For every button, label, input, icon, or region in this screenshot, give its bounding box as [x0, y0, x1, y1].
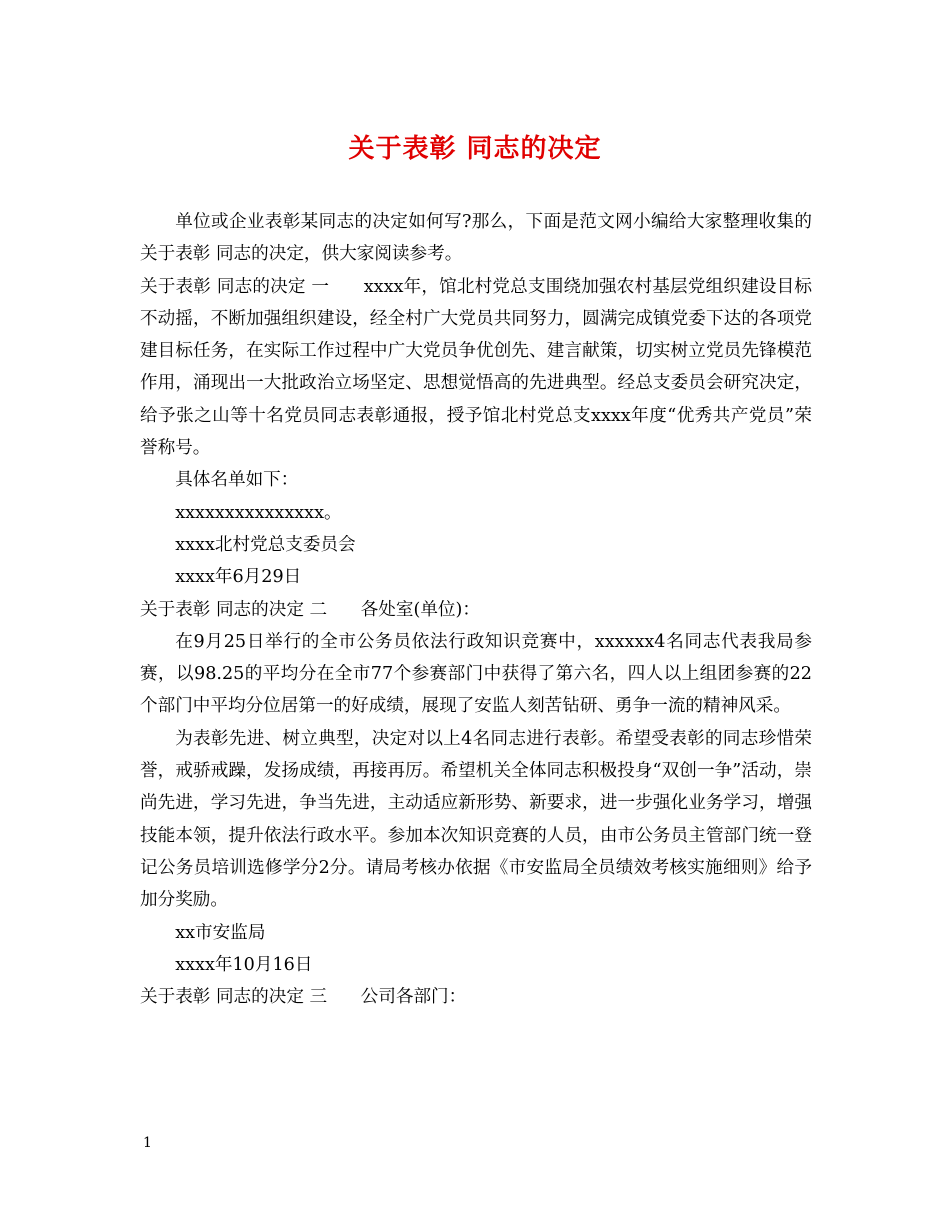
document-body [140, 206, 812, 1013]
paragraph: 为表彰先进、树立典型，决定对以上4名同志进行表彰。希望受表彰的同志珍惜荣誉，戒骄戒躁，发扬成绩，再接再厉。希望机关全体同志积极投身“双创一争”活动，崇尚先进，学习先进，争当先进，主动适应新形势、新要求，进一步强化业务学习，增强技能本领，提升依法行政水平。参加本次知识竞赛的人员，由市公务员主管部门统一登记公务员培训选修学分2分。请局考核办依据《市安监局全员绩效考核实施细则》给予加分奖励。 [140, 728, 812, 911]
section-heading-paragraph: 关于表彰 同志的决定 二 各处室(单位)： [140, 599, 480, 620]
paragraph: 单位或企业表彰某同志的决定如何写?那么，下面是范文网小编给大家整理收集的关于表彰 同志的决定，供大家阅读参考。 [140, 212, 812, 265]
paragraph: 具体名单如下： [175, 470, 299, 491]
section-heading-paragraph: 关于表彰 同志的决定 一 xxxx年，馆北村党总支围绕加强农村基层党组织建设目标不动摇，不断加强组织建设，经全村广大党员共同努力，圆满完成镇党委下达的各项党建目标任务，在实际工作过程中广大党员争优创先、建言献策，切实树立党员先锋模范作用，涌现出一大批政治立场坚定、思想觉悟高的先进典型。经总支委员会研究决定，给予张之山等十名党员同志表彰通报，授予馆北村党总支xxxx年度“优秀共产党员”荣誉称号。 [140, 276, 812, 459]
section-heading-paragraph: 关于表彰 同志的决定 三 公司各部门： [140, 987, 467, 1008]
date-line: xxxx年10月16日 [175, 954, 313, 975]
page-number: 1 [143, 1135, 152, 1151]
paragraph: 在9月25日举行的全市公务员依法行政知识竞赛中，xxxxxx4名同志代表我局参赛，以98.25的平均分在全市77个参赛部门中获得了第六名，四人以上组团参赛的22个部门中平均分位居第一的好成绩，展现了安监人刻苦钻研、勇争一流的精神风采。 [140, 631, 812, 717]
date-line: xxxx年6月29日 [175, 567, 302, 588]
signature-line: xxxx北村党总支委员会 [175, 534, 356, 555]
document-title: 关于表彰 同志的决定 [348, 134, 602, 164]
signature-line: xx市安监局 [175, 922, 266, 943]
paragraph: xxxxxxxxxxxxxxx。 [175, 502, 342, 523]
